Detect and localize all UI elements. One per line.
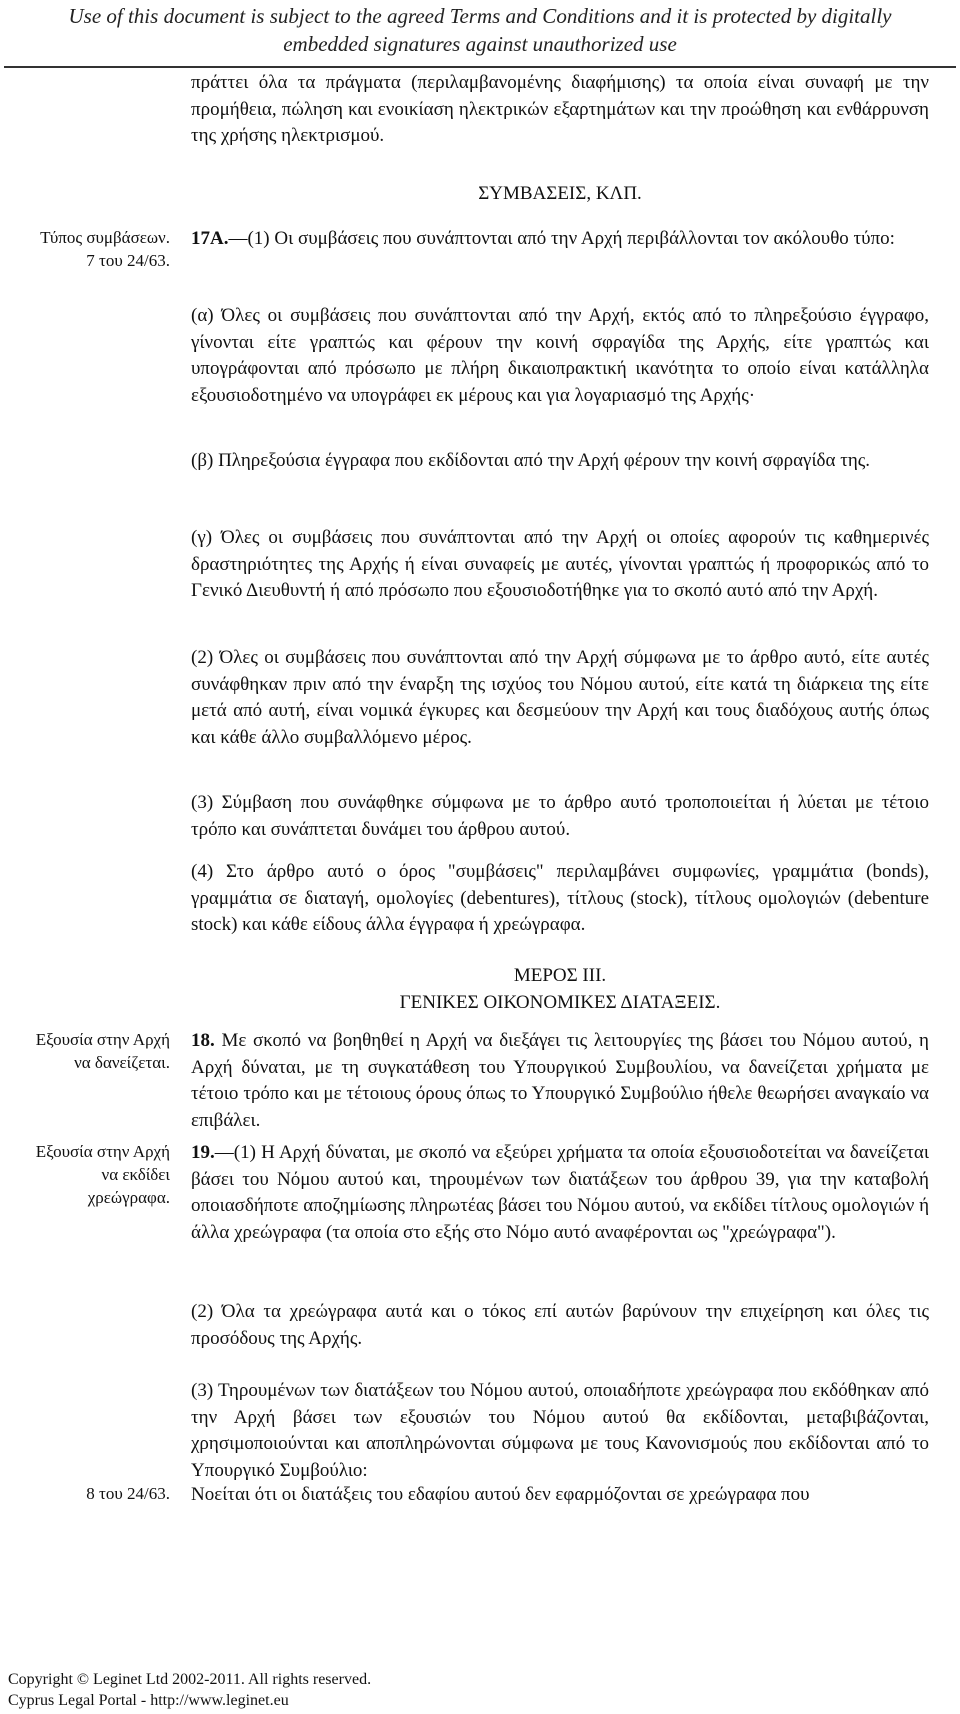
- part-3-subtitle: ΓΕΝΙΚΕΣ ΟΙΚΟΝΟΜΙΚΕΣ ΔΙΑΤΑΞΕΙΣ.: [399, 991, 721, 1013]
- section-17a-1: [191, 226, 929, 253]
- section-19-subsection-3: (3) Τηρουμένων των διατάξεων του Νόμου αυτού, οποιαδήποτε χρεώγραφα που εκδόθηκαν από την Αρχή βάσει των εξουσιών του Νόμου αυτού θα εκδίδονται, μεταβιβάζονται, χρησιμοποιούνται και αποπληρώνονται σύμφωνα με τους Κανονισμούς που εκδίδονται από το Υπουργικό Συμβούλιο:: [191, 1380, 929, 1481]
- header-divider: [4, 66, 956, 68]
- contracts-heading: ΣΥΜΒΑΣΕΙΣ, ΚΛΠ.: [478, 183, 642, 204]
- margin-note-borrowing: [0, 1028, 170, 1074]
- section-17a-number: 17A.: [191, 228, 229, 249]
- margin-note-borrowing-line-1: Εξουσία στην Αρχή: [35, 1030, 170, 1049]
- margin-note-securities: [0, 1140, 170, 1209]
- section-17a-subsection-3: (3) Σύμβαση που συνάφθηκε σύμφωνα με το άρθρο αυτό τροποποιείται ή λύεται με τέτοιο τρόπο και συνάπτεται δυνάμει του άρθρου αυτού.: [191, 792, 929, 840]
- section-17a-para-c: (γ) Όλες οι συμβάσεις που συνάπτονται από την Αρχή οι οποίες αφορούν τις καθημερινές δραστηριότητες της Αρχής ή είναι συναφείς με αυτές, γίνονται γραπτώς ή προφορικώς από το Γενικό Διευθυντή ή από πρόσωπο που εξουσιοδοτήθηκε για το σκοπό αυτό από την Αρχή.: [191, 527, 929, 601]
- margin-note-securities-line-2: να εκδίδει: [101, 1165, 170, 1184]
- section-17a-subsection-4: (4) Στο άρθρο αυτό ο όρος "συμβάσεις" περιλαμβάνει συμφωνίες, γραμμάτια (bonds), γραμμάτια σε διαταγή, ομολογίες (debentures), τίτλους (stock), τίτλους ομολογιών (debenture stock) και κάθε είδους άλλα έγγραφα ή χρεώγραφα.: [191, 861, 929, 935]
- section-18-text: Με σκοπό να βοηθηθεί η Αρχή να διεξάγει τις λειτουργίες της βάσει του Νόμου αυτού, η Αρχή δύναται, με τη συγκατάθεση του Υπουργικού Συμβουλίου, να δανείζεται χρήματα με τέτοιο τρόπο και με τέτοιους όρους όπως το Υπουργικό Συμβούλιο ήθελε θεωρήσει αναγκαίο να επιβάλει.: [191, 1030, 929, 1131]
- margin-note-securities-line-3: χρεώγραφα.: [87, 1188, 170, 1207]
- section-18-number: 18.: [191, 1030, 215, 1051]
- copyright-footer: Copyright © Leginet Ltd 2002-2011. All rights reserved.: [8, 1671, 372, 1688]
- section-17a-para-a: (α) Όλες οι συμβάσεις που συνάπτονται από την Αρχή, εκτός από το πληρεξούσιο έγγραφο, γίνονται είτε γραπτώς και φέρουν την κοινή σφραγίδα της Αρχής, είτε γραπτώς και υπογράφονται από πρόσωπο με πλήρη δικαιοπρακτική ικανότητα το οποίο είναι κατάλληλα εξουσιοδοτημένο να υπογράφει εκ μέρους και για λογαριασμό της Αρχής·: [191, 305, 929, 406]
- part-3-title: ΜΕΡΟΣ ΙΙΙ.: [513, 965, 607, 986]
- margin-note-contracts-ref: 7 του 24/63.: [86, 251, 170, 270]
- usage-notice-line-1: Use of this document is subject to the agreed Terms and Conditions and it is protected by digitally: [68, 4, 892, 28]
- section-19-subsection-2: (2) Όλα τα χρεώγραφα αυτά και ο τόκος επί αυτών βαρύνουν την επιχείρηση και όλες τις προσόδους της Αρχής.: [191, 1301, 929, 1349]
- margin-note-contracts-title: Τύπος συμβάσεων.: [40, 228, 170, 247]
- usage-notice-header: [0, 2, 960, 58]
- part-3-heading: [191, 963, 929, 1016]
- usage-notice-line-2: embedded signatures against unauthorized use: [283, 32, 677, 56]
- margin-note-law-reference: 8 του 24/63.: [86, 1484, 170, 1503]
- margin-note-contracts: [0, 226, 170, 272]
- section-19-number: 19.: [191, 1142, 215, 1163]
- section-19-proviso: Νοείται ότι οι διατάξεις του εδαφίου αυτού δεν εφαρμόζονται σε χρεώγραφα που: [191, 1484, 810, 1505]
- section-17a-text: —(1) Οι συμβάσεις που συνάπτονται από την Αρχή περιβάλλονται τον ακόλουθο τύπο:: [228, 228, 895, 249]
- section-17a-subsection-2: (2) Όλες οι συμβάσεις που συνάπτονται από την Αρχή σύμφωνα με το άρθρο αυτό, είτε αυτές συνάφθηκαν πριν από την έναρξη της ισχύος του Νόμου αυτού, είτε κατά τη διάρκεια της είτε μετά από αυτή, είναι νομικά έγκυρες και δεσμεύουν την Αρχή και τους διαδόχους αυτής όπως και κάθε άλλο συμβαλλόμενο μέρος.: [191, 647, 929, 748]
- margin-note-borrowing-line-2: να δανείζεται.: [74, 1053, 170, 1072]
- intro-paragraph: πράττει όλα τα πράγματα (περιλαμβανομένης διαφήμισης) τα οποία είναι συναφή με την προμήθεια, πώληση και ενοικίαση ηλεκτρικών εξαρτημάτων και την προώθηση και ενθάρρυνση της χρήσης ηλεκτρισμού.: [191, 72, 929, 146]
- section-19-text: —(1) Η Αρχή δύναται, με σκοπό να εξεύρει χρήματα τα οποία εξουσιοδοτείται να δανείζεται βάσει του Νόμου αυτού και, τηρουμένων των διατάξεων του άρθρου 39, για την καταβολή οποιασδήποτε αποζημίωσης πληρωτέας βάσει του Νόμου αυτού, να εκδίδει τίτλους ομολογιών ή άλλα χρεώγραφα (τα οποία στο εξής στο Νόμο αυτό αναφέρονται ως "χρεώγραφα").: [191, 1142, 929, 1243]
- section-19-1: [191, 1140, 929, 1246]
- section-17a-para-b: (β) Πληρεξούσια έγγραφα που εκδίδονται από την Αρχή φέρουν την κοινή σφραγίδα της.: [191, 450, 871, 471]
- margin-note-securities-line-1: Εξουσία στην Αρχή: [35, 1142, 170, 1161]
- section-18: [191, 1028, 929, 1134]
- portal-footer: Cyprus Legal Portal - http://www.leginet.eu: [8, 1692, 289, 1709]
